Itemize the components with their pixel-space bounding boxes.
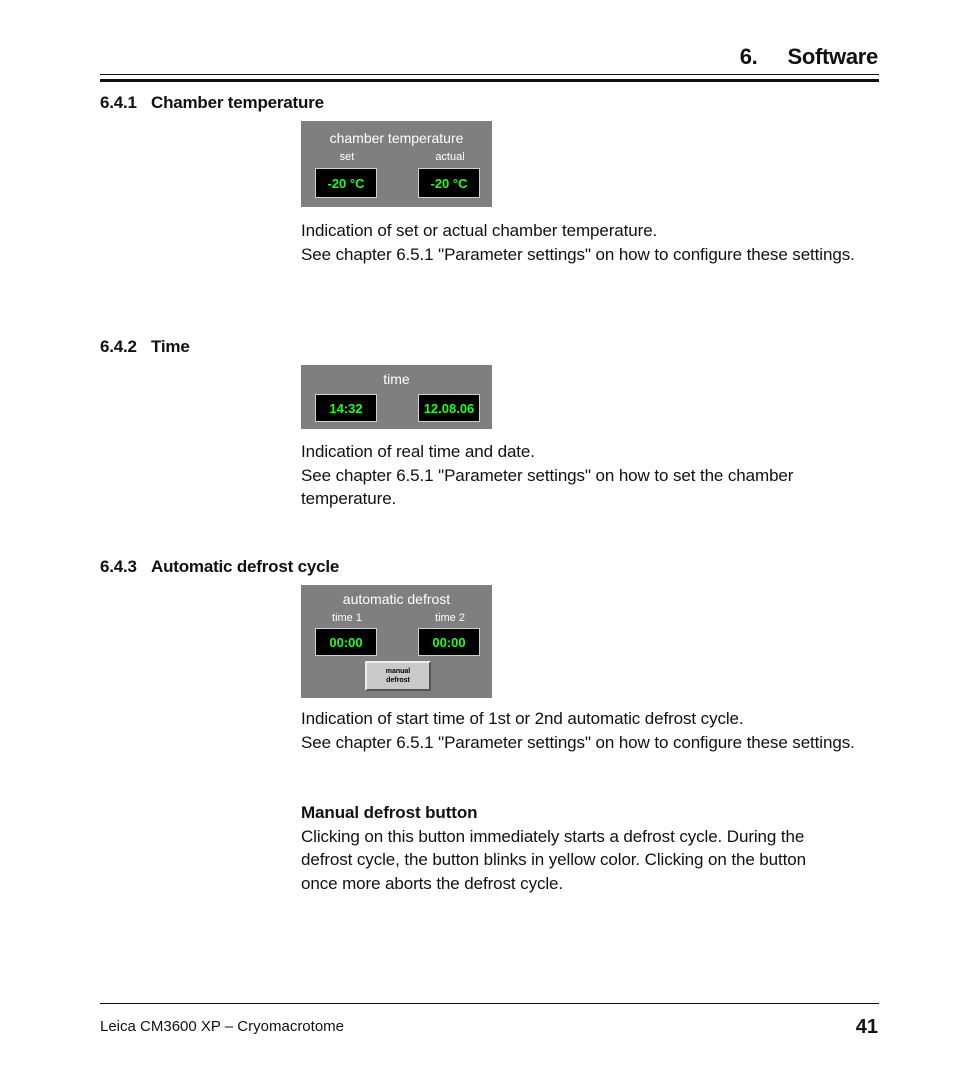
section-number: 6.4.2	[100, 337, 137, 356]
footer-rule	[100, 1003, 879, 1004]
paragraph: Indication of set or actual chamber temperature.	[301, 221, 658, 240]
section-number: 6.4.1	[100, 93, 137, 112]
actual-label: actual	[435, 151, 465, 163]
date-display: 12.08.06	[418, 394, 480, 422]
footer-product: Leica CM3600 XP – Cryomacrotome	[100, 1018, 344, 1035]
paragraph: See chapter 6.5.1 "Parameter settings" on how to configure these settings.	[301, 244, 855, 264]
subheading-manual-defrost: Manual defrost button	[301, 803, 478, 822]
paragraph: Indication of start time of 1st or 2nd automatic defrost cycle.	[301, 709, 744, 728]
paragraph: See chapter 6.5.1 "Parameter settings" on how to set the chamber temperature.	[301, 465, 794, 508]
chapter-heading	[740, 44, 878, 70]
button-label-line2: defrost	[386, 677, 410, 684]
section-heading-automatic-defrost	[100, 557, 339, 577]
set-temperature-display: -20 °C	[315, 168, 377, 198]
chapter-title: Software	[787, 44, 878, 69]
chapter-number: 6.	[739, 44, 758, 69]
automatic-defrost-panel	[301, 585, 492, 698]
section-title: Time	[151, 337, 190, 356]
manual-defrost-button[interactable]	[365, 661, 431, 691]
panel-title: time	[383, 371, 410, 387]
header-rule-thin	[100, 74, 879, 75]
automatic-defrost-description	[301, 707, 861, 754]
time2-label: time 2	[435, 612, 465, 624]
section-title: Automatic defrost cycle	[151, 557, 340, 576]
defrost-time1-display: 00:00	[315, 628, 377, 656]
actual-temperature-display: -20 °C	[418, 168, 480, 198]
section-number: 6.4.3	[100, 557, 137, 576]
button-label-line1: manual	[385, 668, 411, 675]
paragraph: See chapter 6.5.1 "Parameter settings" on how to configure these settings.	[301, 732, 855, 752]
chamber-temperature-description	[301, 219, 861, 266]
header-rule-thick	[100, 79, 879, 82]
time1-label: time 1	[332, 612, 362, 624]
time-description	[301, 440, 861, 511]
paragraph: Indication of real time and date.	[301, 442, 535, 461]
section-title: Chamber temperature	[151, 93, 324, 112]
panel-title: automatic defrost	[342, 591, 451, 607]
panel-title: chamber temperature	[329, 130, 464, 146]
page-number: 41	[855, 1016, 878, 1038]
set-label: set	[339, 151, 355, 163]
paragraph: Clicking on this button immediately starts a defrost cycle. During the defrost cycle, the button blinks in yellow color. Clicking on the button once more aborts the defrost cycle.	[301, 826, 806, 893]
defrost-time2-display: 00:00	[418, 628, 480, 656]
section-heading-time	[100, 337, 190, 357]
time-display: 14:32	[315, 394, 377, 422]
chamber-temperature-panel	[301, 121, 492, 207]
manual-defrost-description	[301, 801, 846, 895]
section-heading-chamber-temperature	[100, 93, 324, 113]
time-panel	[301, 365, 492, 429]
